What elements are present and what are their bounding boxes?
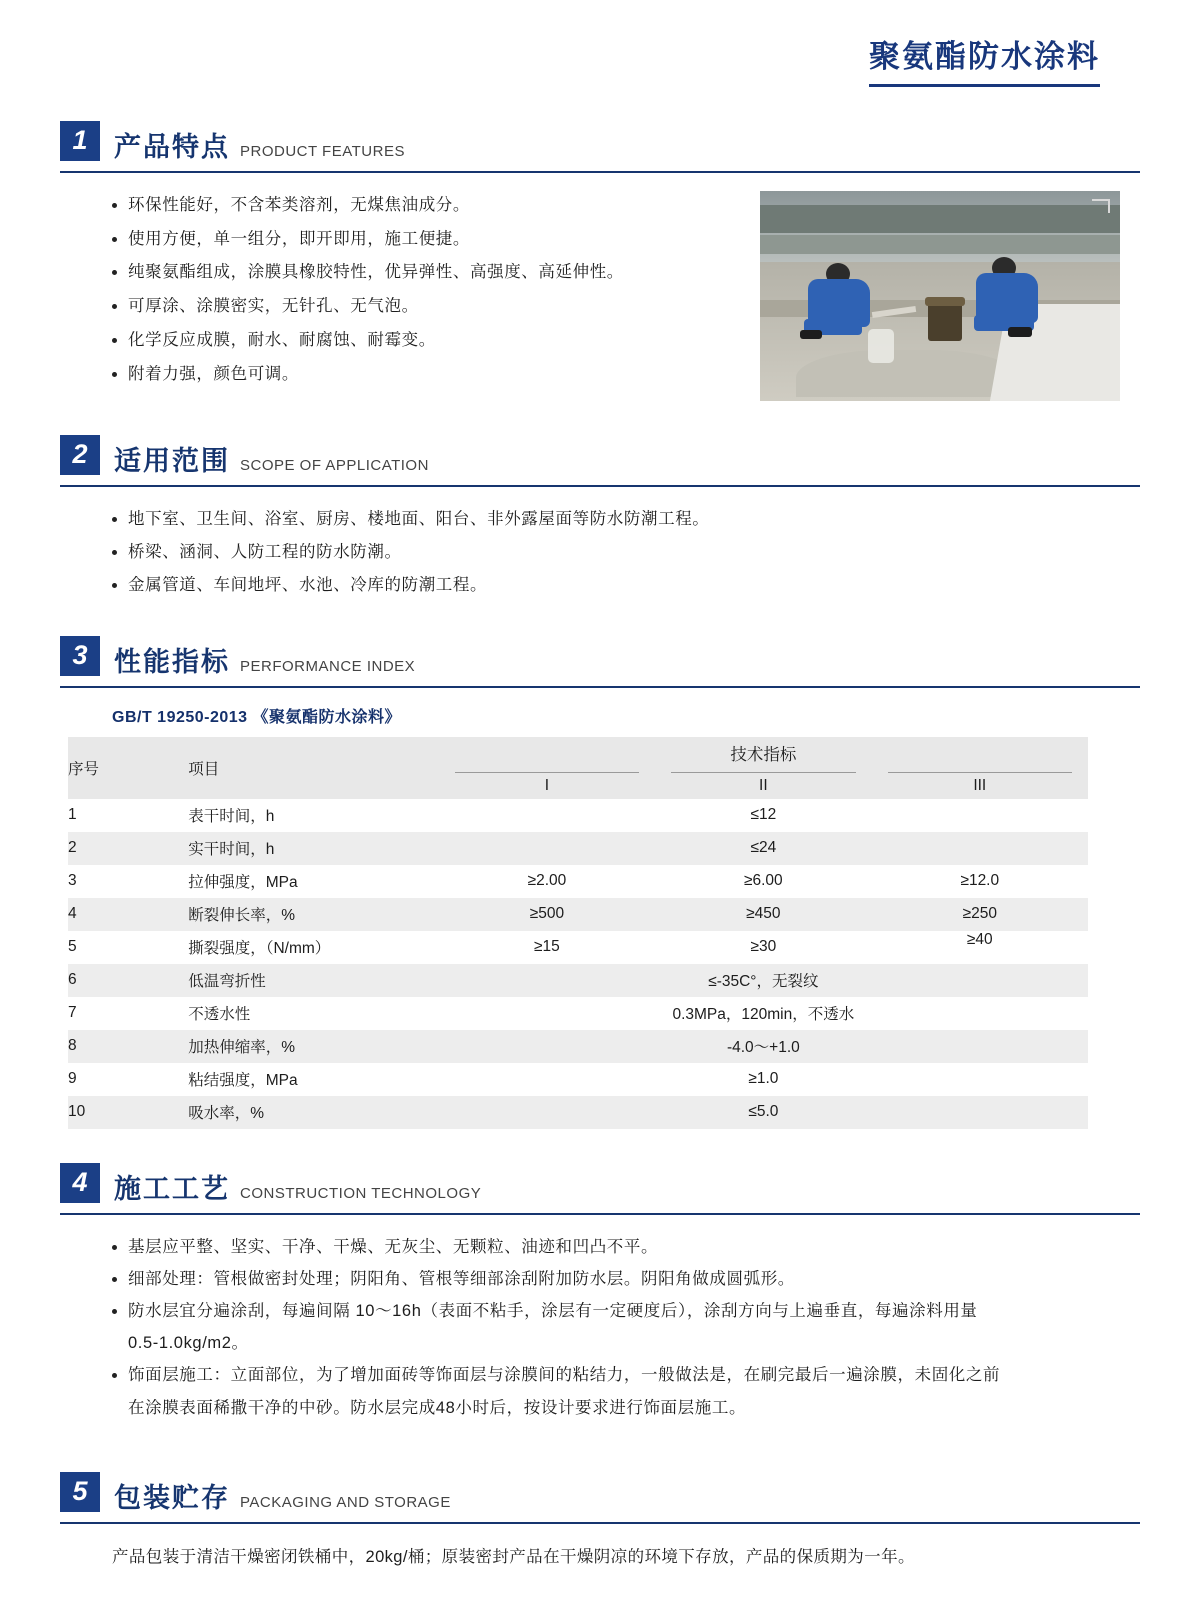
cell-no: 2 (68, 832, 188, 865)
list-item: 细部处理：管根做密封处理；阴阳角、管根等细部涂刮附加防水层。阴阳角做成圆弧形。 (112, 1263, 1140, 1295)
list-item-line-2: 在涂膜表面稀撒干净的中砂。防水层完成48小时后，按设计要求进行饰面层施工。 (128, 1398, 747, 1417)
list-item-line-1: 防水层宜分遍涂刮，每遍间隔 10～16h（表面不粘手，涂层有一定硬度后），涂刮方向与上遍垂直，每遍涂料用量 (128, 1302, 978, 1321)
cell-no: 6 (68, 964, 188, 997)
section-scope-of-application (60, 435, 1140, 602)
section-number: 5 (60, 1472, 100, 1512)
section-divider (60, 1522, 1140, 1524)
table-row (68, 1096, 1088, 1129)
feature-list (60, 189, 700, 392)
section-header (60, 1472, 1140, 1516)
section-number: 3 (60, 636, 100, 676)
cell-value-grade-1: ≥500 (439, 898, 655, 931)
section-title-en: PACKAGING AND STORAGE (240, 1493, 451, 1511)
section-title-cn: 性能指标 (114, 646, 230, 677)
table-header-row (68, 737, 1088, 769)
section-title-en: PRODUCT FEATURES (240, 142, 405, 160)
cell-value-grade-2: ≥450 (655, 898, 871, 931)
cell-value-grade-1: ≥15 (534, 938, 560, 956)
list-item: 纯聚氨酯组成，涂膜具橡胶特性，优异弹性、高强度、高延伸性。 (112, 256, 700, 290)
cell-item: 不透水性 (188, 1006, 251, 1024)
table-header-grade-2 (655, 769, 871, 799)
table-row (68, 1063, 1088, 1096)
section-title-en: PERFORMANCE INDEX (240, 657, 416, 675)
table-header-tech: 技术指标 (439, 737, 1088, 769)
list-item: 附着力强，颜色可调。 (112, 358, 700, 392)
cell-item: 加热伸缩率，% (188, 1030, 438, 1063)
section-divider (60, 1213, 1140, 1215)
table-row (68, 898, 1088, 931)
list-item-line-2: 0.5-1.0kg/m2。 (128, 1334, 249, 1353)
packaging-text: 产品包装于清洁干燥密闭铁桶中，20kg/桶；原装密封产品在干燥阴凉的环境下存放，产品的保质期为一年。 (112, 1547, 915, 1566)
cell-item: 粘结强度，MPa (188, 1072, 298, 1090)
standard-reference: GB/T 19250-2013 《聚氨酯防水涂料》 (112, 708, 402, 726)
cell-value-grade-2: ≥6.00 (744, 872, 783, 890)
cell-no: 10 (68, 1096, 188, 1129)
cell-item: 实干时间，h (188, 832, 438, 865)
section-header (60, 435, 1140, 479)
cell-no: 3 (68, 872, 77, 890)
section-header (60, 636, 1140, 680)
cell-value-all: ≤5.0 (439, 1096, 1088, 1129)
table-row (68, 931, 1088, 964)
cell-no: 8 (68, 1030, 188, 1063)
cell-item: 拉伸强度，MPa (188, 874, 298, 892)
list-item: 可厚涂、涂膜密实，无针孔、无气泡。 (112, 290, 700, 324)
list-item: 化学反应成膜，耐水、耐腐蚀、耐霉变。 (112, 324, 700, 358)
cell-value-all: ≤12 (750, 806, 777, 824)
cell-item: 低温弯折性 (188, 964, 438, 997)
cell-value-grade-1: ≥2.00 (527, 872, 567, 890)
scope-list (60, 503, 1140, 602)
section-product-features (60, 121, 1140, 401)
table-row (68, 997, 1088, 1030)
list-item: 金属管道、车间地坪、水池、冷库的防潮工程。 (112, 569, 1140, 602)
cell-value-all: ≤-35C°，无裂纹 (439, 964, 1088, 997)
section-number: 1 (60, 121, 100, 161)
paint-bucket-illustration (928, 303, 962, 341)
table-header-grade-3 (872, 769, 1088, 799)
cell-no: 9 (68, 1070, 77, 1088)
section-divider (60, 686, 1140, 688)
section-number: 4 (60, 1163, 100, 1203)
cell-value-all: -4.0～+1.0 (439, 1030, 1088, 1063)
list-item: 使用方便，单一组分，即开即用，施工便捷。 (112, 223, 700, 257)
table-row (68, 964, 1088, 997)
performance-table (68, 737, 1088, 1129)
grade-label: I (455, 772, 639, 795)
cell-item: 吸水率，% (188, 1096, 438, 1129)
section-title-cn: 包装贮存 (114, 1482, 230, 1513)
cell-value-all: ≥1.0 (748, 1070, 779, 1088)
section-number: 2 (60, 435, 100, 475)
grade-label: II (671, 772, 855, 795)
section-title-cn: 适用范围 (114, 445, 230, 476)
cell-value-grade-3: ≥40 (966, 930, 993, 948)
cell-value-all: ≤24 (439, 832, 1088, 865)
section-divider (60, 485, 1140, 487)
section-packaging-and-storage (60, 1472, 1140, 1573)
list-item (112, 1295, 1140, 1359)
cell-value-grade-3: ≥250 (872, 898, 1088, 931)
cell-item: 表干时间，h (188, 808, 275, 826)
cell-no: 1 (68, 806, 77, 824)
table-row (68, 832, 1088, 865)
water-jug-illustration (868, 329, 894, 363)
cell-item: 断裂伸长率，% (188, 898, 438, 931)
cell-value-all: 0.3MPa，120min，不透水 (672, 1006, 855, 1024)
cell-no: 4 (68, 898, 188, 931)
section-title-en: SCOPE OF APPLICATION (240, 456, 429, 474)
section-header (60, 1163, 1140, 1207)
cell-no: 7 (68, 1004, 77, 1022)
list-item: 桥梁、涵洞、人防工程的防水防潮。 (112, 536, 1140, 569)
frame-corner-icon (1092, 199, 1110, 213)
section-performance-index (60, 636, 1140, 1129)
cell-value-grade-3: ≥12.0 (960, 872, 1000, 890)
list-item (112, 1359, 1140, 1423)
cell-value-grade-2: ≥30 (750, 938, 777, 956)
table-header-item: 项目 (188, 737, 438, 799)
section-title-en: CONSTRUCTION TECHNOLOGY (240, 1184, 482, 1202)
cell-no: 5 (68, 938, 77, 956)
list-item-line-1: 饰面层施工：立面部位，为了增加面砖等饰面层与涂膜间的粘结力，一般做法是，在刷完最后一遍涂膜，未固化之前 (128, 1366, 1001, 1385)
list-item: 地下室、卫生间、浴室、厨房、楼地面、阳台、非外露屋面等防水防潮工程。 (112, 503, 1140, 536)
table-header-no: 序号 (68, 737, 188, 799)
table-header-grade-1 (439, 769, 655, 799)
list-item: 基层应平整、坚实、干净、干燥、无灰尘、无颗粒、油迹和凹凸不平。 (112, 1231, 1140, 1263)
grade-label: III (888, 772, 1072, 795)
application-photo (760, 191, 1120, 401)
list-item: 环保性能好，不含苯类溶剂，无煤焦油成分。 (112, 189, 700, 223)
section-construction-technology (60, 1163, 1140, 1424)
table-row (68, 865, 1088, 898)
section-title-cn: 产品特点 (114, 131, 230, 162)
bucket-lid-illustration (925, 297, 965, 306)
section-title-cn: 施工工艺 (114, 1173, 230, 1204)
section-header (60, 121, 1140, 165)
table-row (68, 1030, 1088, 1063)
cell-item: 撕裂强度，（N/mm） (188, 940, 331, 958)
title-bar (60, 0, 1140, 87)
construction-list (60, 1231, 1140, 1424)
table-row (68, 799, 1088, 832)
page-title: 聚氨酯防水涂料 (869, 38, 1100, 87)
